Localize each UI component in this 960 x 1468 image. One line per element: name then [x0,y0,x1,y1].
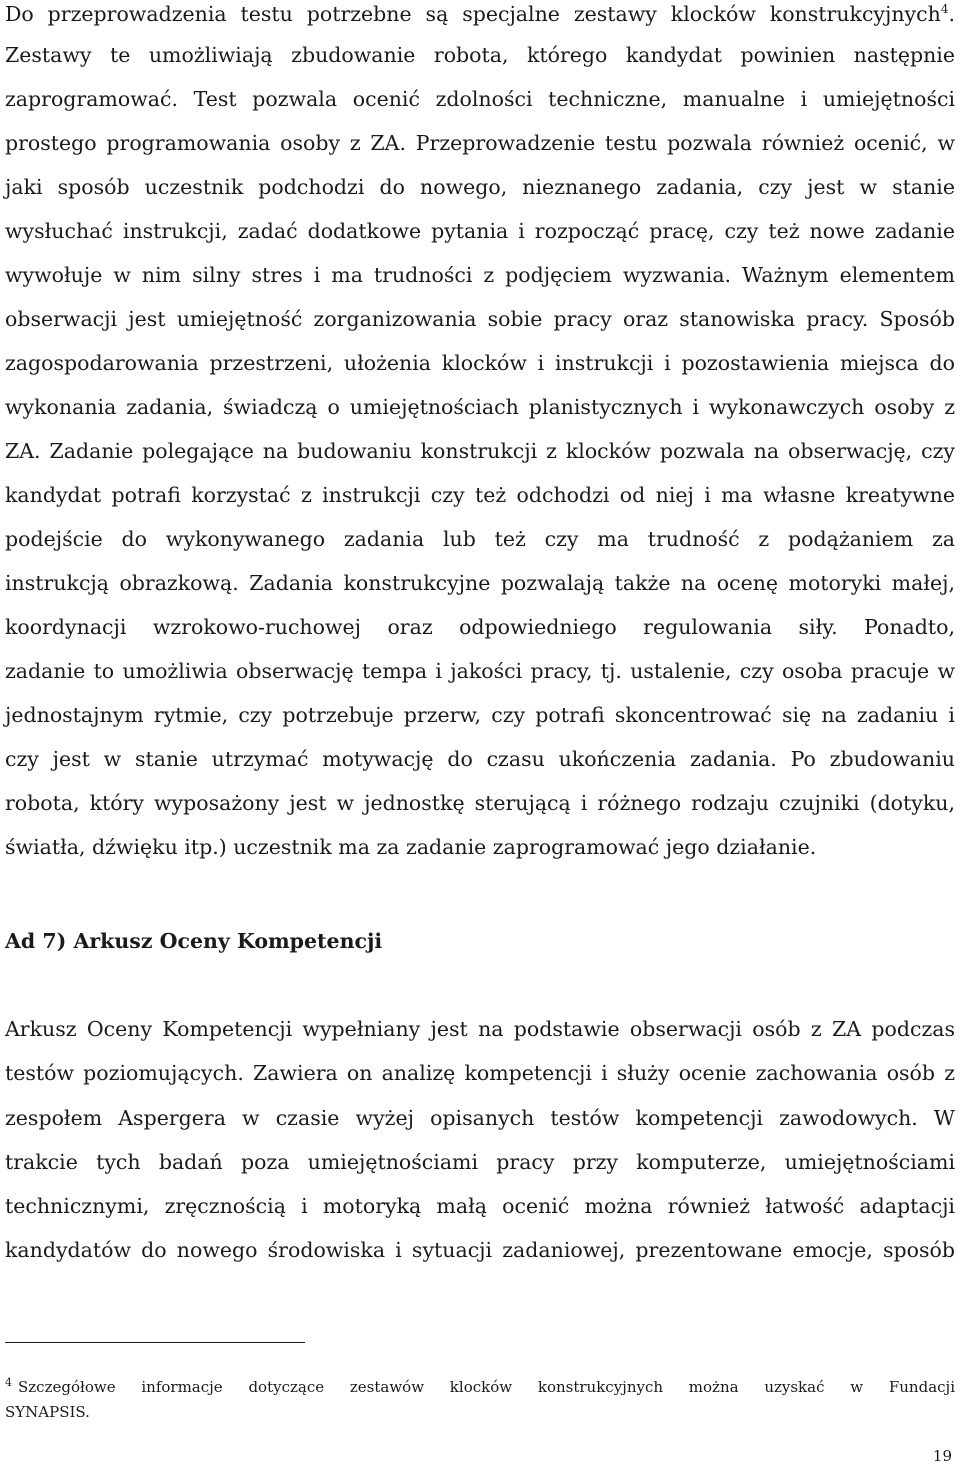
footnote-mark: 4 [5,1376,12,1389]
paragraph-line: podejście do wykonywanego zadania lub też czy ma trudność z podążaniem za [5,527,955,551]
paragraph-line: robota, który wyposażony jest w jednostkę sterującą i różnego rodzaju czujniki (dotyku, [5,791,955,815]
paragraph-line: kandydatów do nowego środowiska i sytuacji zadaniowej, prezentowane emocje, sposób [5,1238,955,1262]
footnote-reference[interactable]: 4 [940,2,949,17]
paragraph-line: technicznymi, zręcznością i motoryką małą ocenić można również łatwość adaptacji [5,1194,955,1218]
section-heading: Ad 7) Arkusz Oceny Kompetencji [5,929,383,953]
footnote-line: $^4$ Szczegółowe informacje dotyczące zestawów klocków konstrukcyjnych można uzyskać w Fundacji [5,1376,955,1396]
paragraph-line: Zestawy te umożliwiają zbudowanie robota, którego kandydat powinien następnie [5,43,955,67]
paragraph-line: obserwacji jest umiejętność zorganizowania sobie pracy oraz stanowiska pracy. Sposób [5,307,955,331]
paragraph-line: światła, dźwięku itp.) uczestnik ma za zadanie zaprogramować jego działanie. [5,835,817,859]
paragraph-line: zaprogramować. Test pozwala ocenić zdolności techniczne, manualne i umiejętności [5,87,955,111]
paragraph-line: instrukcją obrazkową. Zadania konstrukcyjne pozwalają także na ocenę motoryki małej, [5,571,955,595]
paragraph-line: zespołem Aspergera w czasie wyżej opisanych testów kompetencji zawodowych. W [5,1106,955,1130]
paragraph-line: wykonania zadania, świadczą o umiejętnościach planistycznych i wykonawczych osoby z [5,395,955,419]
paragraph-line: testów poziomujących. Zawiera on analizę kompetencji i służy ocenie zachowania osób z [5,1061,955,1085]
paragraph-line: jaki sposób uczestnik podchodzi do nowego, nieznanego zadania, czy jest w stanie [5,175,955,199]
footnote-separator [5,1342,305,1343]
paragraph-line: jednostajnym rytmie, czy potrzebuje przerw, czy potrafi skoncentrować się na zadaniu i [5,703,955,727]
paragraph-line: zadanie to umożliwia obserwację tempa i jakości pracy, tj. ustalenie, czy osoba pracuje w [5,659,955,683]
paragraph-line: czy jest w stanie utrzymać motywację do czasu ukończenia zadania. Po zbudowaniu [5,747,955,771]
paragraph-line: koordynacji wzrokowo-ruchowej oraz odpowiedniego regulowania siły. Ponadto, [5,615,955,639]
paragraph-line: Do przeprowadzenia testu potrzebne są specjalne zestawy klocków konstrukcyjnych$^4$. [5,2,955,26]
paragraph-line: Arkusz Oceny Kompetencji wypełniany jest na podstawie obserwacji osób z ZA podczas [5,1017,955,1041]
footnote-line: SYNAPSIS. [5,1403,90,1421]
paragraph-line: zagospodarowania przestrzeni, ułożenia klocków i instrukcji i pozostawienia miejsca do [5,351,955,375]
paragraph-line: ZA. Zadanie polegające na budowaniu konstrukcji z klocków pozwala na obserwację, czy [5,439,955,463]
paragraph-line: prostego programowania osoby z ZA. Przeprowadzenie testu pozwala również ocenić, w [5,131,955,155]
paragraph-line: trakcie tych badań poza umiejętnościami pracy przy komputerze, umiejętnościami [5,1150,955,1174]
page-number: 19 [932,1447,952,1465]
paragraph-line: wysłuchać instrukcji, zadać dodatkowe pytania i rozpocząć pracę, czy też nowe zadanie [5,219,955,243]
paragraph-line: wywołuje w nim silny stres i ma trudności z podjęciem wyzwania. Ważnym elementem [5,263,955,287]
paragraph-line: kandydat potrafi korzystać z instrukcji czy też odchodzi od niej i ma własne kreatywne [5,483,955,507]
